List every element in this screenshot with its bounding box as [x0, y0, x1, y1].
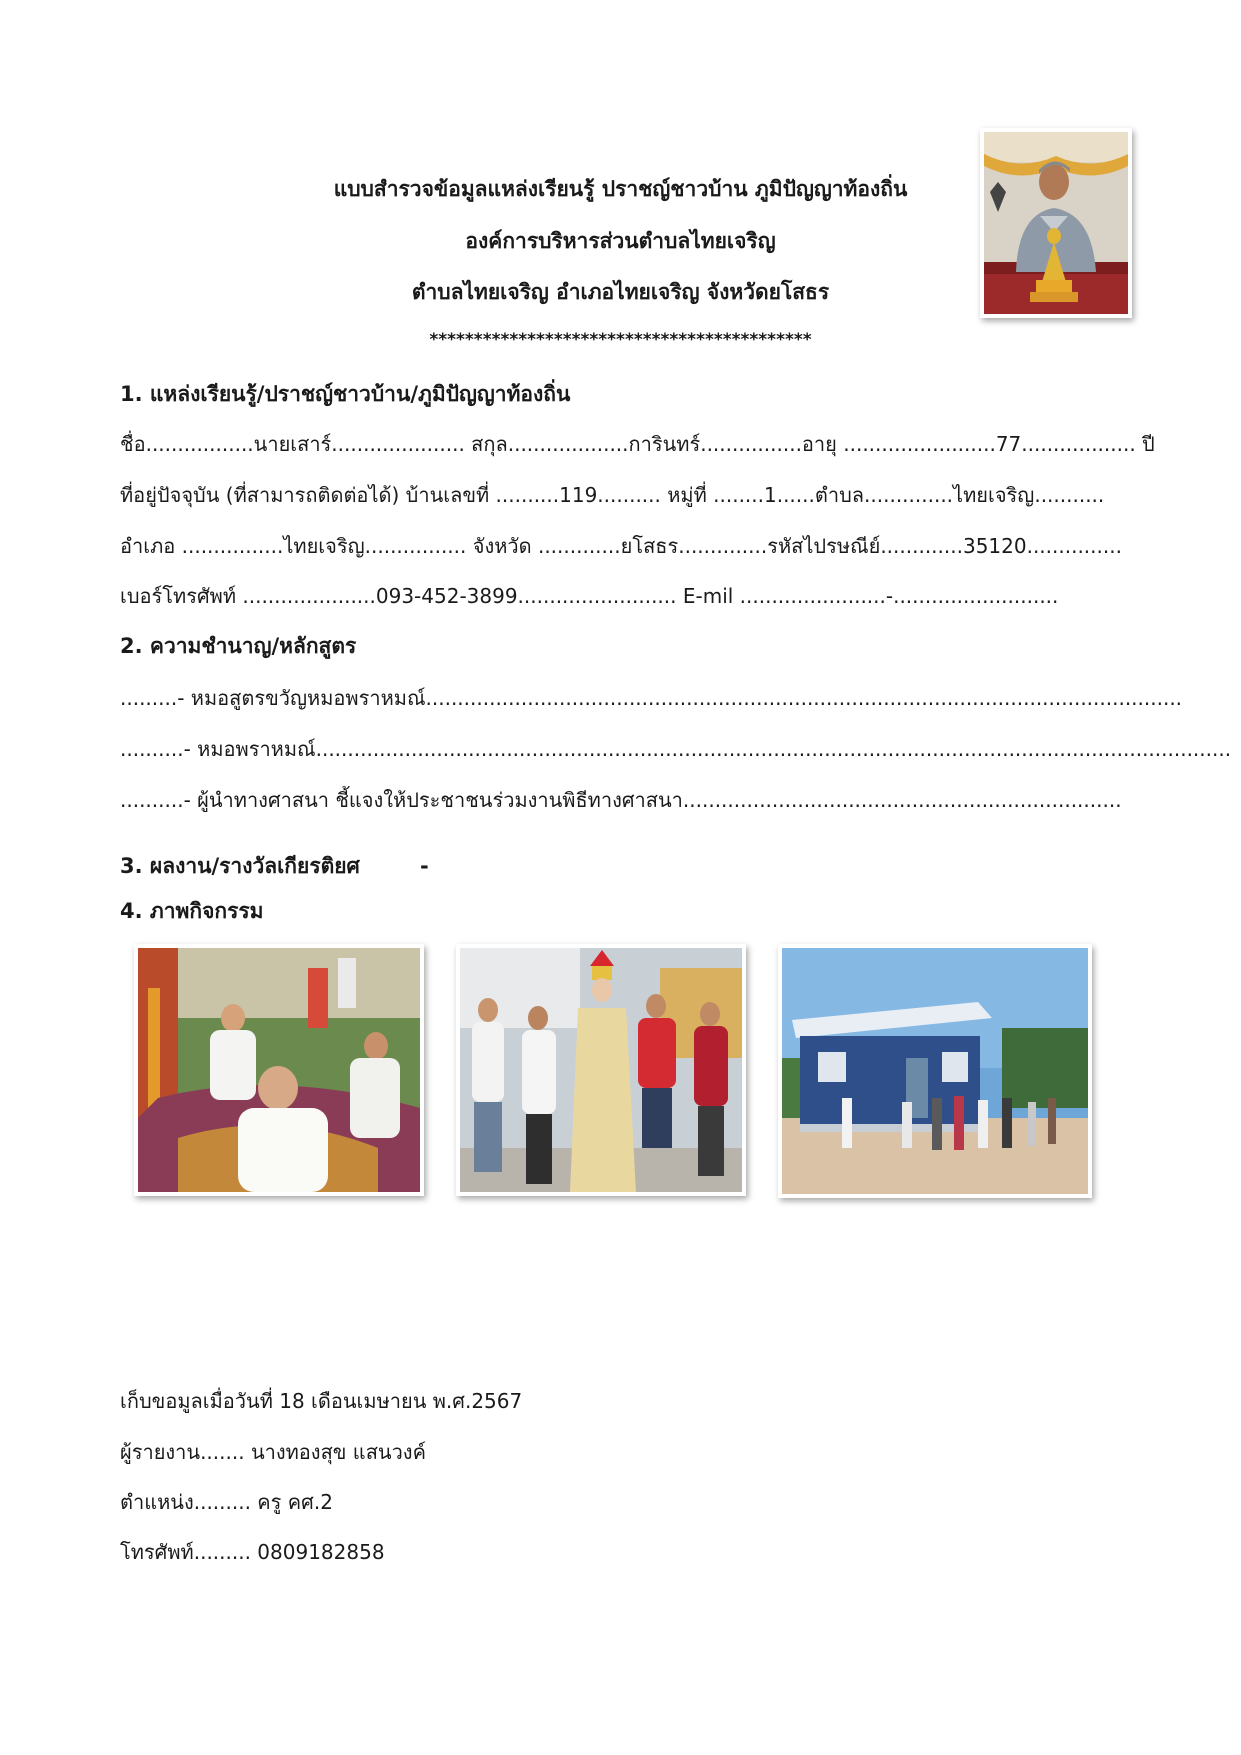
reporter-position: ตำแหน่ง......... ครู คศ.2	[120, 1490, 333, 1514]
phone-email-line: เบอร์โทรศัพท์ .....................093-452-3899......................... E-mil .......................-..........................	[120, 584, 1059, 608]
name-line: ชื่อ.................นายเสาร์..................... สกุล...................การินทร์................อายุ ........................77.................. ปี	[120, 432, 1155, 456]
section4-heading: 4. ภาพกิจกรรม	[120, 899, 264, 923]
organization-title: องค์การบริหารส่วนตำบลไทยเจริญ	[465, 229, 776, 253]
address-line: ที่อยู่ปัจจุบัน (ที่สามารถติดต่อได้) บ้านเลขที่ ..........119.......... หมู่ที่ ........1......ตำบล..............ไทยเจริญ...........	[120, 483, 1105, 507]
reporter-name: ผู้รายงาน....... นางทองสุข แสนวงค์	[120, 1440, 426, 1464]
reporter-phone: โทรศัพท์......... 0809182858	[120, 1540, 385, 1564]
survey-title: แบบสำรวจข้อมูลแหล่งเรียนรู้ ปราชญ์ชาวบ้าน ภูมิปัญญาท้องถิ่น	[333, 177, 908, 201]
activity-photo-procession	[456, 944, 746, 1196]
activity-photo-building	[778, 944, 1092, 1198]
district-line: อำเภอ ................ไทยเจริญ................ จังหวัด .............ยโสธร..............รหัสไปรษณีย์.............35120...............	[120, 534, 1122, 558]
star-divider: *******************************************	[429, 330, 812, 350]
activity-photo-ceremony	[134, 944, 424, 1196]
awards-value: -	[420, 854, 429, 878]
location-title: ตำบลไทยเจริญ อำเภอไทยเจริญ จังหวัดยโสธร	[411, 280, 830, 304]
expertise-item: ..........- หมอพราหมณ์................................................................................................................................................	[120, 737, 1232, 761]
section1-heading: 1. แหล่งเรียนรู้/ปราชญ์ชาวบ้าน/ภูมิปัญญาท้องถิ่น	[120, 382, 571, 406]
section2-heading: 2. ความชำนาญ/หลักสูตร	[120, 634, 357, 658]
expertise-item: ..........- ผู้นำทางศาสนา ชี้แจงให้ประชาชนร่วมงานพิธีทางศาสนา.....................................................................	[120, 788, 1122, 812]
section3-heading: 3. ผลงาน/รางวัลเกียรติยศ	[120, 854, 360, 878]
expertise-item: .........- หมอสูตรขวัญหมอพราหมณ์.......................................................................................................................	[120, 686, 1183, 710]
collection-date: เก็บขอมูลเมื่อวันที่ 18 เดือนเมษายน พ.ศ.2567	[120, 1389, 523, 1413]
